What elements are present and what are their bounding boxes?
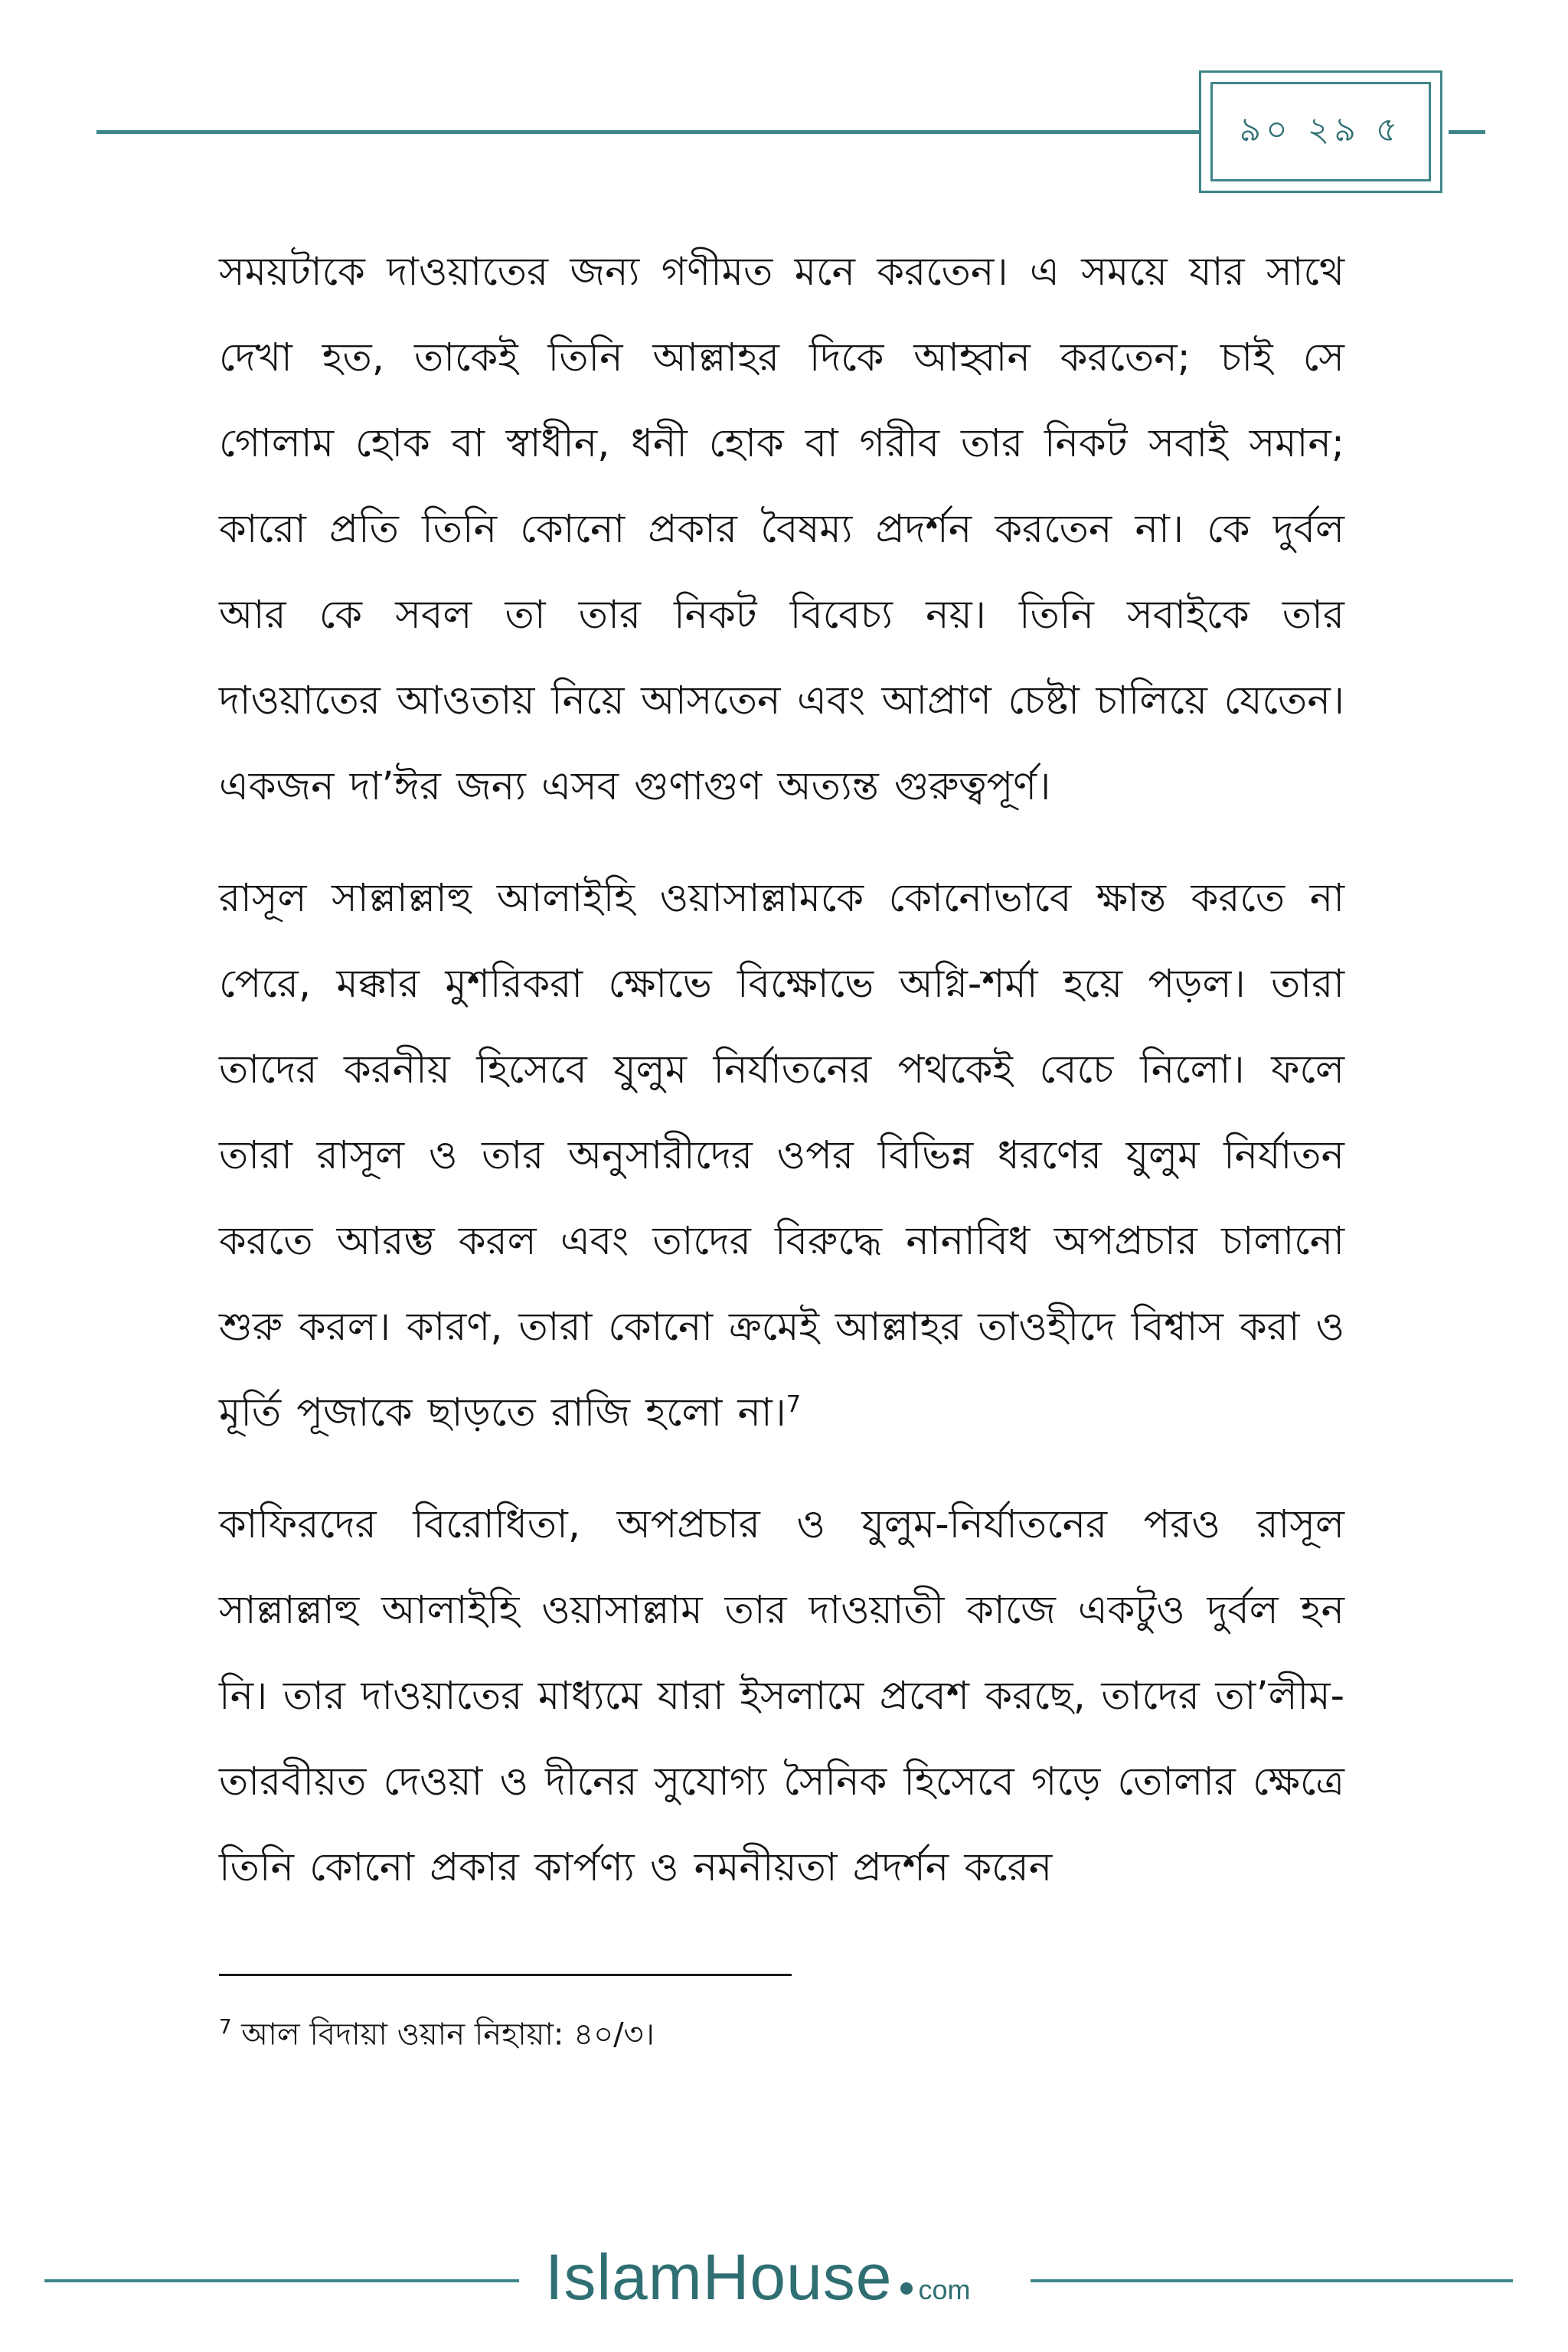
header-rule [96, 130, 1199, 134]
page-number: ৯০ ২৯ ৫ [1239, 109, 1403, 149]
footer-rule-right [1031, 2279, 1513, 2282]
paragraph-2 [219, 856, 1344, 1456]
footnote-number: 7 [219, 2016, 232, 2039]
page-number-frame [1210, 82, 1431, 181]
footnote [219, 2004, 1344, 2057]
paragraph-3 [219, 1482, 1344, 1911]
header-rule-end [1449, 130, 1485, 134]
paragraph-text: কাফিরদের বিরোধিতা, অপপ্রচার ও যুলুম-নির্যাতনের পরও রাসূল সাল্লাল্লাহু আলাইহি ওয়াসাল্লাম তার দাওয়াতী কাজে একটুও দুর্বল হন নি। তার দাওয়াতের মাধ্যমে যারা ইসলামে প্রবেশ করছে, তাদের তা’লীম-তারবীয়ত দেওয়া ও দীনের সুযোগ্য সৈনিক হিসেবে গড়ে তোলার ক্ষেত্রে তিনি কোনো প্রকার কার্পণ্য ও নমনীয়তা প্রদর্শন করেন [219, 1502, 1344, 1890]
paragraph-text: সময়টাকে দাওয়াতের জন্য গণীমত মনে করতেন। এ সময়ে যার সাথে দেখা হত, তাকেই তিনি আল্লাহর দিকে আহ্বান করতেন; চাই সে গোলাম হোক বা স্বাধীন, ধনী হোক বা গরীব তার নিকট সবাই সমান; কারো প্রতি তিনি কোনো প্রকার বৈষম্য প্রদর্শন করতেন না। কে দুর্বল আর কে সবল তা তার নিকট বিবেচ্য নয়। তিনি সবাইকে তার দাওয়াতের আওতায় নিয়ে আসতেন এবং আপ্রাণ চেষ্টা চালিয়ে যেতেন। একজন দা’ঈর জন্য এসব গুণাগুণ অত্যন্ত গুরুত্বপূর্ণ। [219, 250, 1344, 809]
page-number-box [1199, 70, 1442, 193]
paragraph-1 [219, 230, 1344, 830]
footnote-separator [219, 1974, 792, 1976]
footnote-reference[interactable]: 7 [786, 1391, 802, 1418]
brand-suffix: com [918, 2274, 971, 2305]
footnote-text: আল বিদায়া ওয়ান নিহায়া: ৪০/৩। [231, 2017, 655, 2053]
brand-name: IslamHouse [545, 2241, 893, 2313]
footer-rule-left [44, 2279, 519, 2282]
dot-icon [900, 2282, 913, 2295]
islamhouse-logo [545, 2240, 971, 2317]
paragraph-text: রাসূল সাল্লাল্লাহু আলাইহি ওয়াসাল্লামকে কোনোভাবে ক্ষান্ত করতে না পেরে, মক্কার মুশরিকরা ক্ষোভে বিক্ষোভে অগ্নি-শর্মা হয়ে পড়ল। তারা তাদের করনীয় হিসেবে যুলুম নির্যাতনের পথকেই বেচে নিলো। ফলে তারা রাসূল ও তার অনুসারীদের ওপর বিভিন্ন ধরণের যুলুম নির্যাতন করতে আরম্ভ করল এবং তাদের বিরুদ্ধে নানাবিধ অপপ্রচার চালানো শুরু করল। কারণ, তারা কোনো ক্রমেই আল্লাহর তাওহীদে বিশ্বাস করা ও মূর্তি পূজাকে ছাড়তে রাজি হলো না। [219, 876, 1344, 1436]
page-body [219, 230, 1344, 1937]
